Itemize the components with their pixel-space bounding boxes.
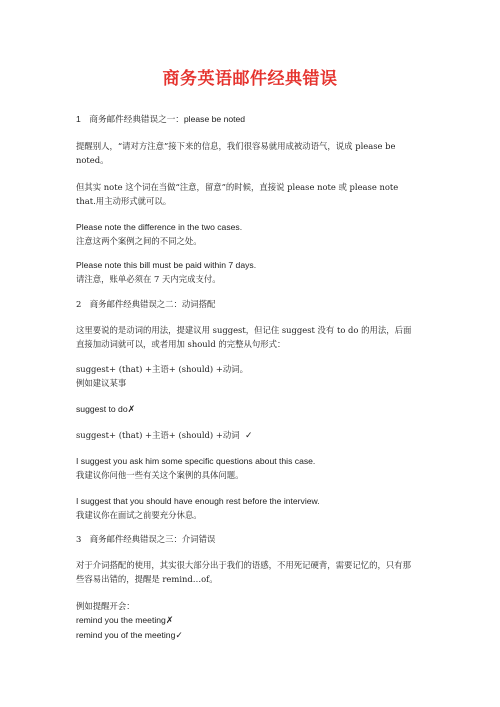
section-3-examples: 例如提醒开会： remind you the meeting✗ remind you of the meeting✓ [76, 599, 412, 643]
example-english: I suggest you ask him some specific questions about this case. [76, 456, 316, 466]
section-1-paragraph-1: 提醒别人，“请对方注意”接下来的信息，我们很容易就用成被动语气，说成 please be noted。 [76, 141, 396, 165]
cross-icon: ✗ [165, 616, 174, 626]
section-1-paragraph-2: 但其实 note 这个词在当做“注意，留意”的时候，直接说 please note 或 please note that.用主动形式就可以。 [76, 182, 399, 206]
check-icon: ✓ [175, 631, 183, 641]
section-1-example-2 [76, 258, 412, 286]
example-label: 例如建议某事 [76, 378, 127, 388]
example-english: I suggest that you should have enough rest before the interview. [76, 496, 320, 506]
example-chinese: 注意这两个案例之间的不同之处。 [76, 236, 202, 246]
example-chinese: 我建议你在面试之前要充分休息。 [76, 510, 202, 520]
example-english: Please note this bill must be paid within 7 days. [76, 260, 257, 270]
cross-icon: ✗ [127, 405, 136, 415]
example-chinese: 请注意，账单必须在 7 天内完成支付。 [76, 274, 221, 284]
section-2-paragraph-1: 这里要说的是动词的用法，提建议用 suggest，但记住 suggest 没有 to do 的用法，后面直接加动词就可以，或者用加 should 的完整从句形式： [76, 325, 412, 349]
section-2-example-2 [76, 494, 412, 522]
section-2-heading: 2 商务邮件经典错误之二：动词搭配 [76, 299, 216, 309]
section-2-right-usage: suggest+ (that) +主语+ (should) +动词 ✓ [76, 430, 253, 441]
section-3-paragraph-1: 对于介词搭配的使用，其实很大部分出于我们的语感，不用死记硬背，需要记忆的，只有那些容易出错的，提醒是 remind…of。 [76, 560, 411, 584]
example-english: Please note the difference in the two cases. [76, 222, 243, 232]
check-icon: ✓ [244, 431, 253, 441]
section-1-example-1 [76, 220, 412, 248]
page-title: 商务英语邮件经典错误 [162, 69, 338, 89]
section-2-wrong-usage: suggest to do✗ [76, 404, 136, 415]
section-2-formula: suggest+ (that) +主语+ (should) +动词。 例如建议某事 [76, 362, 412, 390]
example-chinese: 我建议你问他一些有关这个案例的具体问题。 [76, 470, 244, 480]
section-2-example-1 [76, 454, 412, 482]
example-label: 例如提醒开会： [76, 601, 135, 611]
section-1-heading: 1 商务邮件经典错误之一：please be noted [76, 114, 246, 124]
section-3-heading: 3 商务邮件经典错误之三：介词错误 [76, 534, 216, 544]
